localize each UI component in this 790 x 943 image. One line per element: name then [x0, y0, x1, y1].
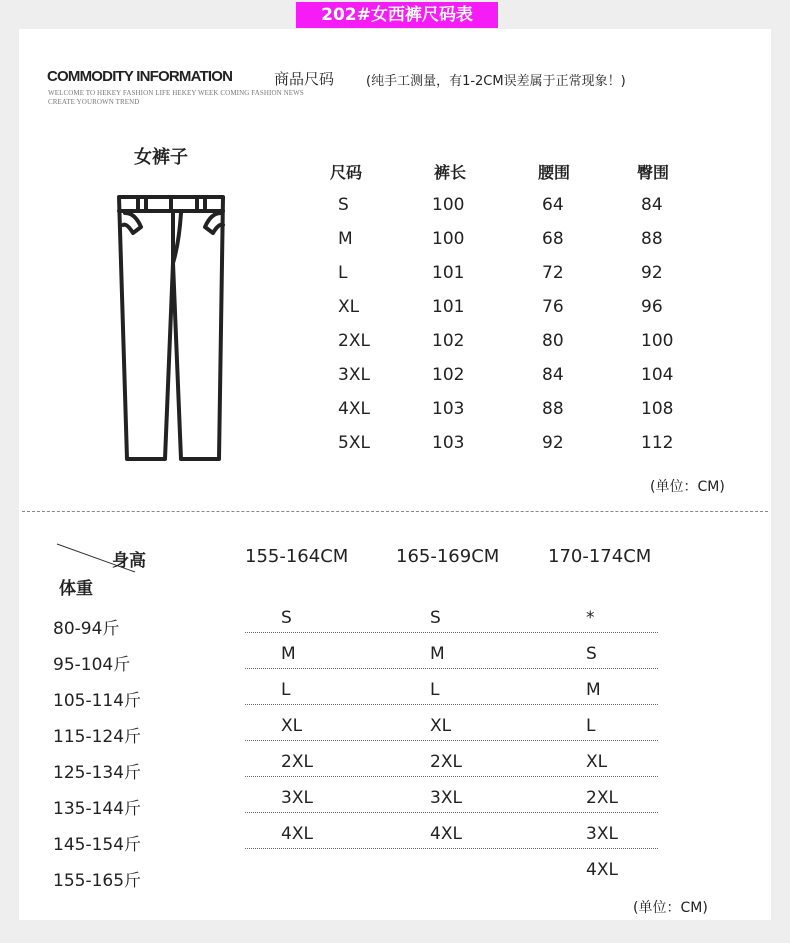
- weight-row-label: 135-144斤: [53, 799, 142, 819]
- fit-table-cell: L: [586, 716, 596, 736]
- size-table-cell: S: [338, 195, 349, 215]
- size-table-cell: 100: [432, 195, 465, 215]
- fit-row-separator: [245, 704, 658, 705]
- height-col-3: 170-174CM: [548, 546, 652, 567]
- product-title: 女裤子: [134, 147, 188, 168]
- fit-row-separator: [245, 668, 658, 669]
- weight-row-label: 155-165斤: [53, 871, 142, 891]
- header-subtitle-line2: CREATE YOUROWN TREND: [48, 98, 140, 106]
- fit-table-cell: XL: [586, 752, 608, 772]
- header-note: (纯手工测量，有1-2CM误差属于正常现象！): [366, 74, 626, 89]
- size-table-cell: 103: [432, 433, 465, 453]
- size-table-cell: 88: [641, 229, 663, 249]
- size-table-cell: 102: [432, 365, 465, 385]
- size-table-cell: 84: [641, 195, 663, 215]
- weight-row-label: 105-114斤: [53, 691, 142, 711]
- size-table-cell: 96: [641, 297, 663, 317]
- size-table-cell: 103: [432, 399, 465, 419]
- fit-table-cell: 3XL: [281, 788, 313, 808]
- size-table-cell: 100: [432, 229, 465, 249]
- weight-row-label: 115-124斤: [53, 727, 142, 747]
- fit-table-cell: 3XL: [430, 788, 462, 808]
- fit-table-cell: M: [281, 644, 296, 664]
- pants-icon: [113, 193, 233, 463]
- col-header-hip: 臀围: [637, 163, 670, 182]
- fit-table-cell: L: [281, 680, 291, 700]
- fit-table-cell: 4XL: [430, 824, 462, 844]
- size-table-cell: 4XL: [338, 399, 370, 419]
- fit-table-cell: M: [586, 680, 601, 700]
- size-table-cell: 88: [542, 399, 564, 419]
- weight-row-label: 145-154斤: [53, 835, 142, 855]
- fit-table-cell: S: [281, 608, 292, 628]
- corner-weight-label: 体重: [59, 579, 93, 599]
- fit-row-separator: [245, 776, 658, 777]
- fit-table-cell: 2XL: [586, 788, 618, 808]
- size-table-cell: 102: [432, 331, 465, 351]
- fit-table-cell: *: [586, 608, 595, 628]
- size-table-cell: 80: [542, 331, 564, 351]
- size-table-cell: 3XL: [338, 365, 370, 385]
- col-header-waist: 腰围: [538, 163, 571, 182]
- size-table-cell: 100: [641, 331, 674, 351]
- size-table-cell: 64: [542, 195, 564, 215]
- size-table-unit: (单位：CM): [650, 479, 725, 495]
- fit-table-cell: S: [586, 644, 597, 664]
- height-col-1: 155-164CM: [245, 546, 349, 567]
- size-table-cell: 101: [432, 263, 465, 283]
- size-table-cell: 76: [542, 297, 564, 317]
- fit-table-cell: XL: [281, 716, 303, 736]
- section-divider: [22, 511, 768, 512]
- fit-table-cell: 2XL: [430, 752, 462, 772]
- fit-table-cell: L: [430, 680, 440, 700]
- fit-table-cell: 4XL: [281, 824, 313, 844]
- header-subtitle-line1: WELCOME TO HEKEY FASHION LIFE HEKEY WEEK COMING FASHION NEWS: [48, 89, 304, 97]
- weight-row-label: 125-134斤: [53, 763, 142, 783]
- fit-table-cell: XL: [430, 716, 452, 736]
- header-title-en: COMMODITY INFORMATION: [47, 68, 233, 85]
- size-table-cell: XL: [338, 297, 360, 317]
- size-table-cell: 108: [641, 399, 674, 419]
- size-table-cell: L: [338, 263, 348, 283]
- size-table-cell: 68: [542, 229, 564, 249]
- fit-row-separator: [245, 848, 658, 849]
- weight-row-label: 80-94斤: [53, 619, 120, 639]
- weight-row-label: 95-104斤: [53, 655, 131, 675]
- size-table-cell: 92: [542, 433, 564, 453]
- fit-row-separator: [245, 812, 658, 813]
- size-table-cell: 2XL: [338, 331, 370, 351]
- size-table-cell: M: [338, 229, 353, 249]
- size-table-cell: 112: [641, 433, 674, 453]
- height-col-2: 165-169CM: [396, 546, 500, 567]
- header-title-cn: 商品尺码: [274, 70, 335, 88]
- fit-table-cell: 4XL: [586, 860, 618, 880]
- fit-table-unit: (单位：CM): [633, 900, 708, 916]
- fit-table-cell: 3XL: [586, 824, 618, 844]
- fit-row-separator: [245, 740, 658, 741]
- fit-table-cell: S: [430, 608, 441, 628]
- col-header-size: 尺码: [330, 163, 363, 182]
- size-table-cell: 84: [542, 365, 564, 385]
- fit-row-separator: [245, 632, 658, 633]
- fit-table-cell: M: [430, 644, 445, 664]
- size-table-cell: 5XL: [338, 433, 370, 453]
- fit-table-cell: 2XL: [281, 752, 313, 772]
- size-table-cell: 72: [542, 263, 564, 283]
- size-table-cell: 104: [641, 365, 674, 385]
- size-table-cell: 92: [641, 263, 663, 283]
- col-header-length: 裤长: [434, 163, 467, 182]
- corner-height-label: 身高: [112, 551, 146, 571]
- page-banner: 202#女西裤尺码表: [296, 2, 498, 28]
- size-table-cell: 101: [432, 297, 465, 317]
